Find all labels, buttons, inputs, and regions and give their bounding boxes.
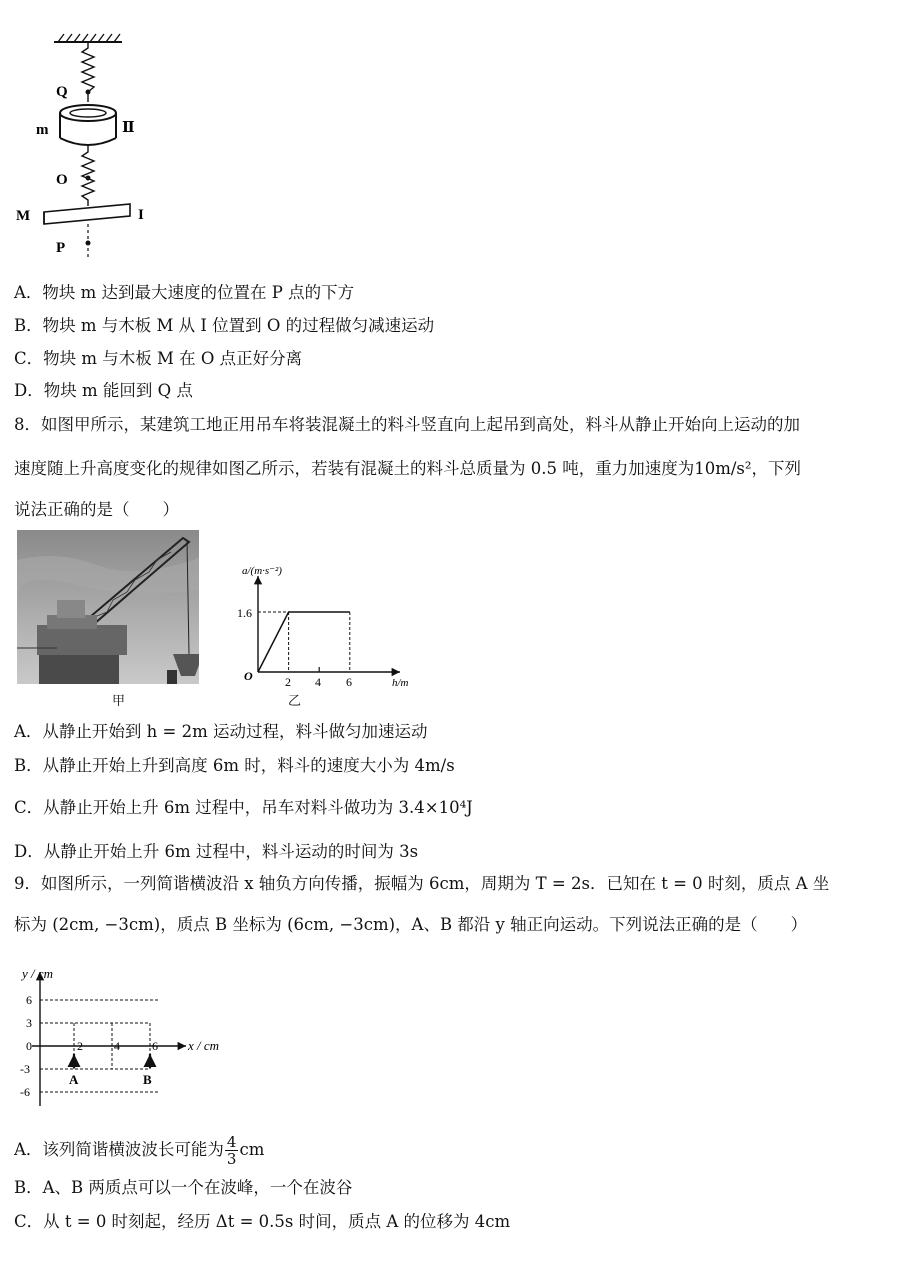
label-Q: Q bbox=[56, 84, 68, 100]
q9-stem-line2: 标为 (2cm, −3cm)，质点 B 坐标为 (6cm, −3cm)，A、B 都沿 y 轴正向运动。下列说法正确的是（ ） bbox=[14, 915, 808, 934]
graph-ylabel: a/(m·s⁻²) bbox=[242, 565, 282, 577]
wave-xtick-2: 2 bbox=[77, 1039, 83, 1053]
wave-xtick-4: 4 bbox=[114, 1039, 120, 1053]
label-II: Ⅱ bbox=[122, 120, 135, 136]
point-A-label: A bbox=[69, 1072, 79, 1087]
q9-option-a-unit: cm bbox=[239, 1140, 265, 1159]
wave-ylabel: y / cm bbox=[22, 966, 54, 981]
label-m: m bbox=[36, 122, 49, 138]
label-O: O bbox=[56, 172, 68, 188]
q7-option-c: C．物块 m 与木板 M 在 O 点正好分离 bbox=[14, 349, 303, 368]
wave-xtick-6: 6 bbox=[152, 1039, 158, 1053]
label-M: M bbox=[16, 208, 31, 224]
photo-caption: 甲 bbox=[112, 694, 126, 709]
wave-ytick-0: 0 bbox=[26, 1039, 32, 1053]
graph-ytick: 1.6 bbox=[237, 606, 252, 620]
q9-option-b: B．A、B 两质点可以一个在波峰，一个在波谷 bbox=[14, 1178, 353, 1197]
graph-xtick-4: 4 bbox=[315, 675, 321, 689]
graph-xtick-2: 2 bbox=[285, 675, 291, 689]
q8-stem-line1: 8．如图甲所示，某建筑工地正用吊车将装混凝土的料斗竖直向上起吊到高处，料斗从静止开始向上运动的加 bbox=[14, 415, 800, 434]
q9-stem-line1: 9．如图所示，一列简谐横波沿 x 轴负方向传播，振幅为 6cm，周期为 T = 2s．已知在 t = 0 时刻，质点 A 坐 bbox=[14, 874, 830, 893]
wave-ytick-3: 3 bbox=[26, 1016, 32, 1030]
wave-ytick-neg3: -3 bbox=[20, 1062, 30, 1076]
q9-option-a-text: A．该列简谐横波波长可能为 bbox=[14, 1140, 224, 1159]
wave-graph bbox=[10, 960, 230, 1110]
label-I: I bbox=[138, 207, 144, 223]
crane-photo bbox=[17, 530, 199, 684]
a-h-curve bbox=[258, 612, 350, 672]
q7-option-b: B．物块 m 与木板 M 从 I 位置到 O 的过程做匀减速运动 bbox=[14, 316, 435, 335]
graph-caption: 乙 bbox=[288, 694, 302, 709]
fraction-numerator: 4 bbox=[226, 1133, 237, 1151]
fraction-denominator: 3 bbox=[226, 1150, 237, 1168]
q9-option-a bbox=[14, 1128, 264, 1172]
point-B-label: B bbox=[143, 1072, 152, 1087]
q8-stem-line3: 说法正确的是（ ） bbox=[14, 500, 179, 519]
spring-mass-figure bbox=[10, 30, 170, 260]
q8-option-c: C．从静止开始上升 6m 过程中，吊车对料斗做功为 3.4×10⁴J bbox=[14, 798, 473, 817]
q9-option-c: C．从 t = 0 时刻起，经历 Δt = 0.5s 时间，质点 A 的位移为 4cm bbox=[14, 1212, 511, 1231]
q8-option-d: D．从静止开始上升 6m 过程中，料斗运动的时间为 3s bbox=[14, 842, 419, 861]
q8-stem-line2: 速度随上升高度变化的规律如图乙所示，若装有混凝土的料斗总质量为 0.5 吨，重力加速度为10m/s²，下列 bbox=[14, 459, 802, 478]
q8-option-a: A．从静止开始到 h = 2m 运动过程，料斗做匀加速运动 bbox=[14, 722, 428, 741]
q7-option-d: D．物块 m 能回到 Q 点 bbox=[14, 381, 193, 400]
graph-xtick-6: 6 bbox=[346, 675, 352, 689]
graph-origin: O bbox=[244, 669, 253, 683]
label-P: P bbox=[56, 240, 66, 256]
q8-option-b: B．从静止开始上升到高度 6m 时，料斗的速度大小为 4m/s bbox=[14, 756, 455, 775]
q7-option-a: A．物块 m 达到最大速度的位置在 P 点的下方 bbox=[14, 283, 355, 302]
wave-ytick-6: 6 bbox=[26, 993, 32, 1007]
fraction bbox=[225, 1134, 239, 1167]
acceleration-height-graph bbox=[232, 560, 432, 700]
graph-xlabel: h/m bbox=[392, 677, 409, 689]
wave-ytick-neg6: -6 bbox=[20, 1085, 30, 1099]
wave-xlabel: x / cm bbox=[188, 1038, 220, 1053]
